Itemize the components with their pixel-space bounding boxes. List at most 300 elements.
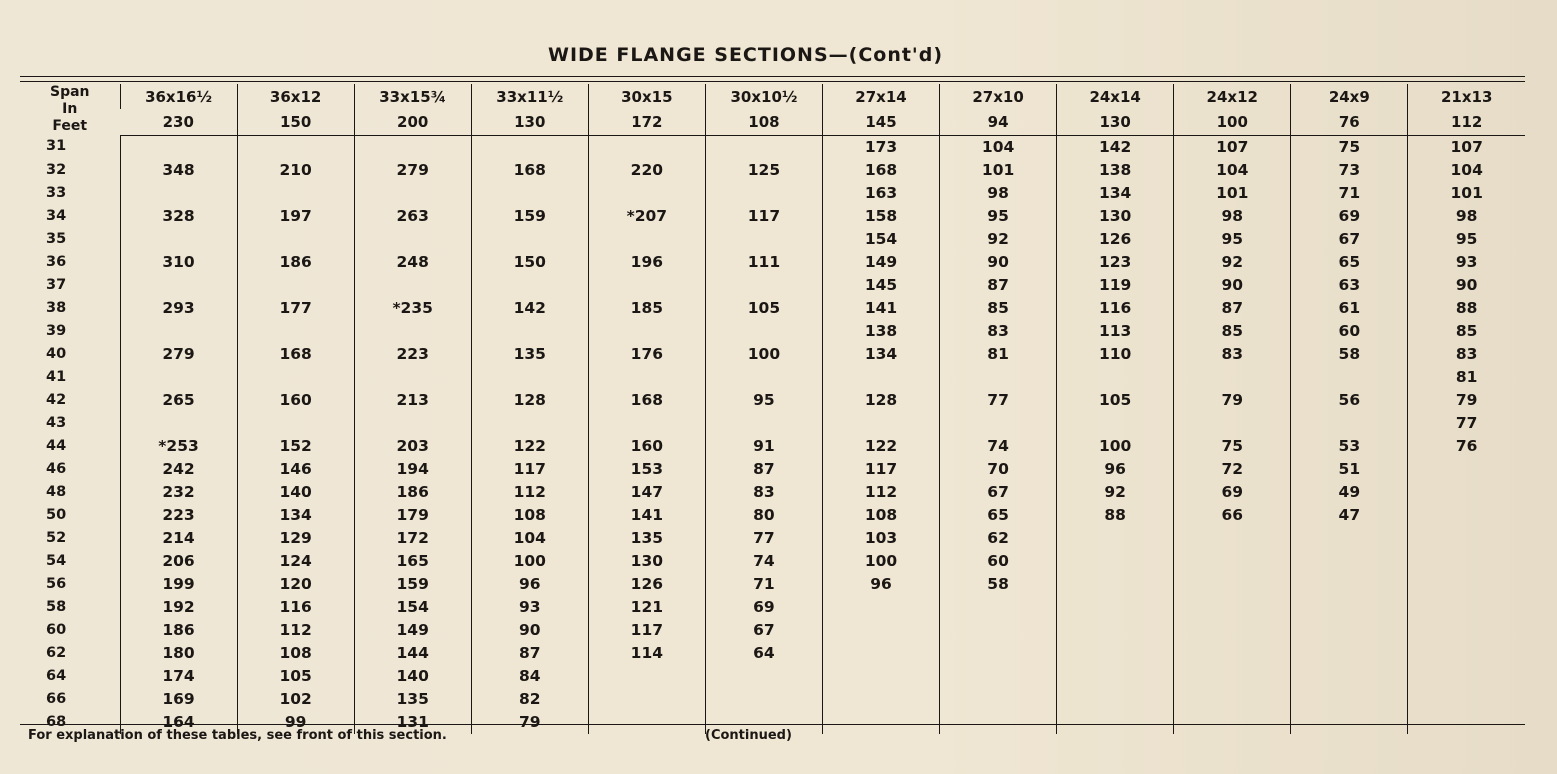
load-cell: 85 bbox=[940, 297, 1057, 320]
load-cell bbox=[1408, 481, 1525, 504]
span-cell: 48 bbox=[46, 483, 67, 500]
load-cell: 99 bbox=[237, 711, 354, 734]
load-cell bbox=[940, 596, 1057, 619]
load-cell: 154 bbox=[354, 596, 471, 619]
load-cell: 186 bbox=[354, 481, 471, 504]
load-cell: 58 bbox=[1291, 343, 1408, 366]
load-cell: 140 bbox=[354, 665, 471, 688]
load-cell: 185 bbox=[588, 297, 705, 320]
load-cell: 82 bbox=[471, 688, 588, 711]
load-cell bbox=[354, 135, 471, 159]
load-cell bbox=[588, 274, 705, 297]
load-cell bbox=[1174, 665, 1291, 688]
load-cell bbox=[1408, 596, 1525, 619]
load-cell bbox=[1408, 573, 1525, 596]
table-row bbox=[20, 159, 1525, 182]
load-cell: 102 bbox=[237, 688, 354, 711]
load-cell: 159 bbox=[471, 205, 588, 228]
load-cell: 186 bbox=[237, 251, 354, 274]
load-cell bbox=[940, 366, 1057, 389]
load-cell bbox=[1057, 550, 1174, 573]
load-cell bbox=[1174, 711, 1291, 734]
weight-header: 172 bbox=[588, 109, 705, 135]
load-cell: 186 bbox=[120, 619, 237, 642]
load-cell: 140 bbox=[237, 481, 354, 504]
load-cell bbox=[354, 182, 471, 205]
span-cell: 52 bbox=[46, 529, 67, 546]
load-cell: 112 bbox=[471, 481, 588, 504]
section-size-header: 30x10½ bbox=[705, 84, 822, 109]
load-cell bbox=[471, 320, 588, 343]
load-cell: 66 bbox=[1174, 504, 1291, 527]
load-cell: 117 bbox=[822, 458, 939, 481]
load-cell bbox=[822, 665, 939, 688]
load-cell: 160 bbox=[588, 435, 705, 458]
load-cell: 138 bbox=[822, 320, 939, 343]
load-cell: 75 bbox=[1291, 135, 1408, 159]
load-cell: 194 bbox=[354, 458, 471, 481]
load-cell: 70 bbox=[940, 458, 1057, 481]
load-cell: 65 bbox=[940, 504, 1057, 527]
table-row bbox=[20, 458, 1525, 481]
load-cell: 146 bbox=[237, 458, 354, 481]
load-cell: 117 bbox=[588, 619, 705, 642]
load-cell: 147 bbox=[588, 481, 705, 504]
load-cell bbox=[1291, 665, 1408, 688]
span-cell: 43 bbox=[46, 414, 67, 431]
load-cell bbox=[588, 412, 705, 435]
span-cell: 46 bbox=[46, 460, 67, 477]
table-row bbox=[20, 412, 1525, 435]
load-cell bbox=[120, 412, 237, 435]
table-row bbox=[20, 389, 1525, 412]
load-cell: 75 bbox=[1174, 435, 1291, 458]
load-cell: 223 bbox=[354, 343, 471, 366]
load-cell: 101 bbox=[1408, 182, 1525, 205]
load-cell: 135 bbox=[471, 343, 588, 366]
load-cell: 163 bbox=[822, 182, 939, 205]
load-cell: 87 bbox=[1174, 297, 1291, 320]
span-cell: 42 bbox=[46, 391, 67, 408]
load-cell: 150 bbox=[471, 251, 588, 274]
load-cell bbox=[588, 711, 705, 734]
load-cell bbox=[471, 412, 588, 435]
load-cell bbox=[1174, 527, 1291, 550]
load-cell: 90 bbox=[940, 251, 1057, 274]
load-cell: 60 bbox=[1291, 320, 1408, 343]
load-cell: 158 bbox=[822, 205, 939, 228]
load-cell: 125 bbox=[705, 159, 822, 182]
load-cell bbox=[120, 366, 237, 389]
load-cell: 49 bbox=[1291, 481, 1408, 504]
load-cell: 119 bbox=[1057, 274, 1174, 297]
load-cell: 74 bbox=[940, 435, 1057, 458]
top-rule-double bbox=[20, 81, 1525, 82]
load-cell: 80 bbox=[705, 504, 822, 527]
load-cell bbox=[1291, 642, 1408, 665]
load-cell: 180 bbox=[120, 642, 237, 665]
load-cell: 87 bbox=[940, 274, 1057, 297]
load-cell: 159 bbox=[354, 573, 471, 596]
load-cell: 223 bbox=[120, 504, 237, 527]
load-cell: 117 bbox=[705, 205, 822, 228]
load-cell bbox=[1408, 688, 1525, 711]
table-row bbox=[20, 619, 1525, 642]
load-cell bbox=[120, 274, 237, 297]
load-cell: 67 bbox=[1291, 228, 1408, 251]
load-cell: 96 bbox=[822, 573, 939, 596]
span-cell: 60 bbox=[46, 621, 67, 638]
load-cell bbox=[588, 135, 705, 159]
load-cell: 248 bbox=[354, 251, 471, 274]
span-header bbox=[20, 84, 120, 135]
load-cell: 69 bbox=[1291, 205, 1408, 228]
load-cell: 96 bbox=[1057, 458, 1174, 481]
load-cell: 103 bbox=[822, 527, 939, 550]
span-cell: 41 bbox=[46, 368, 67, 385]
load-cell bbox=[822, 596, 939, 619]
load-cell bbox=[705, 412, 822, 435]
load-cell bbox=[1057, 642, 1174, 665]
load-cell bbox=[1174, 619, 1291, 642]
load-cell bbox=[354, 366, 471, 389]
load-cell bbox=[1408, 458, 1525, 481]
table-row bbox=[20, 550, 1525, 573]
load-cell: 130 bbox=[1057, 205, 1174, 228]
load-cell: 168 bbox=[237, 343, 354, 366]
load-cell: 134 bbox=[822, 343, 939, 366]
load-cell bbox=[237, 366, 354, 389]
load-cell: 145 bbox=[822, 274, 939, 297]
load-cell: 110 bbox=[1057, 343, 1174, 366]
load-cell bbox=[822, 366, 939, 389]
load-cell: 172 bbox=[354, 527, 471, 550]
load-cell bbox=[237, 412, 354, 435]
load-cell: 95 bbox=[940, 205, 1057, 228]
load-cell bbox=[471, 366, 588, 389]
load-cell bbox=[237, 320, 354, 343]
load-cell bbox=[1057, 596, 1174, 619]
load-cell: 90 bbox=[1408, 274, 1525, 297]
load-cell: 199 bbox=[120, 573, 237, 596]
section-size-header: 27x10 bbox=[940, 84, 1057, 109]
load-cell: 67 bbox=[940, 481, 1057, 504]
load-cell: *253 bbox=[120, 435, 237, 458]
load-cell: 79 bbox=[1174, 389, 1291, 412]
load-cell bbox=[940, 688, 1057, 711]
load-cell: 122 bbox=[471, 435, 588, 458]
load-cell bbox=[705, 665, 822, 688]
load-cell bbox=[1057, 366, 1174, 389]
load-cell: 47 bbox=[1291, 504, 1408, 527]
weight-row bbox=[20, 109, 1525, 135]
load-cell: 79 bbox=[471, 711, 588, 734]
load-cell bbox=[705, 182, 822, 205]
load-cell bbox=[1291, 573, 1408, 596]
load-cell bbox=[822, 412, 939, 435]
load-cell: 168 bbox=[471, 159, 588, 182]
weight-header: 145 bbox=[822, 109, 939, 135]
load-cell: 98 bbox=[1174, 205, 1291, 228]
weight-header: 130 bbox=[471, 109, 588, 135]
table-row bbox=[20, 205, 1525, 228]
load-cell: 114 bbox=[588, 642, 705, 665]
load-cell: 81 bbox=[1408, 366, 1525, 389]
span-cell: 38 bbox=[46, 299, 67, 316]
load-cell: 160 bbox=[237, 389, 354, 412]
load-cell: 128 bbox=[471, 389, 588, 412]
wide-flange-table bbox=[20, 84, 1525, 734]
load-cell: 95 bbox=[1174, 228, 1291, 251]
load-cell bbox=[1057, 711, 1174, 734]
load-cell: 112 bbox=[237, 619, 354, 642]
span-cell: 39 bbox=[46, 322, 67, 339]
load-cell bbox=[588, 366, 705, 389]
load-cell: 77 bbox=[705, 527, 822, 550]
weight-header: 130 bbox=[1057, 109, 1174, 135]
section-size-header: 33x15¾ bbox=[354, 84, 471, 109]
load-cell: 69 bbox=[1174, 481, 1291, 504]
load-cell: 64 bbox=[705, 642, 822, 665]
load-cell bbox=[705, 228, 822, 251]
load-cell bbox=[1174, 642, 1291, 665]
section-size-header: 24x9 bbox=[1291, 84, 1408, 109]
load-cell: 76 bbox=[1408, 435, 1525, 458]
load-cell bbox=[354, 320, 471, 343]
load-cell: 60 bbox=[940, 550, 1057, 573]
load-cell: 117 bbox=[471, 458, 588, 481]
load-cell bbox=[1291, 412, 1408, 435]
bottom-rule bbox=[20, 724, 1525, 725]
load-cell bbox=[1174, 573, 1291, 596]
load-cell: 100 bbox=[471, 550, 588, 573]
load-cell: 77 bbox=[1408, 412, 1525, 435]
load-cell: 53 bbox=[1291, 435, 1408, 458]
section-size-header: 27x14 bbox=[822, 84, 939, 109]
span-cell: 62 bbox=[46, 644, 67, 661]
load-cell: 104 bbox=[1408, 159, 1525, 182]
load-cell bbox=[1408, 504, 1525, 527]
load-cell: 91 bbox=[705, 435, 822, 458]
span-header-line: Span bbox=[49, 84, 90, 100]
load-cell: 168 bbox=[822, 159, 939, 182]
load-cell: 169 bbox=[120, 688, 237, 711]
load-cell bbox=[237, 182, 354, 205]
load-cell: 63 bbox=[1291, 274, 1408, 297]
load-cell: 138 bbox=[1057, 159, 1174, 182]
load-cell: 220 bbox=[588, 159, 705, 182]
load-cell: 128 bbox=[822, 389, 939, 412]
load-cell: 74 bbox=[705, 550, 822, 573]
load-cell bbox=[822, 619, 939, 642]
load-cell bbox=[1291, 527, 1408, 550]
load-cell bbox=[588, 228, 705, 251]
load-cell: 141 bbox=[822, 297, 939, 320]
load-cell: 123 bbox=[1057, 251, 1174, 274]
load-cell: 98 bbox=[1408, 205, 1525, 228]
load-cell bbox=[1174, 412, 1291, 435]
load-cell: 348 bbox=[120, 159, 237, 182]
load-cell: 206 bbox=[120, 550, 237, 573]
load-cell: 100 bbox=[822, 550, 939, 573]
load-cell: 113 bbox=[1057, 320, 1174, 343]
table-row bbox=[20, 504, 1525, 527]
top-rule bbox=[20, 76, 1525, 77]
load-cell bbox=[588, 665, 705, 688]
weight-header: 230 bbox=[120, 109, 237, 135]
table-row bbox=[20, 642, 1525, 665]
span-cell: 40 bbox=[46, 345, 67, 362]
load-cell: 85 bbox=[1174, 320, 1291, 343]
section-size-header: 30x15 bbox=[588, 84, 705, 109]
load-cell: 134 bbox=[237, 504, 354, 527]
load-cell: 192 bbox=[120, 596, 237, 619]
load-cell: 71 bbox=[1291, 182, 1408, 205]
load-cell: 62 bbox=[940, 527, 1057, 550]
load-cell: 177 bbox=[237, 297, 354, 320]
load-cell bbox=[705, 135, 822, 159]
load-cell: 135 bbox=[354, 688, 471, 711]
span-cell: 35 bbox=[46, 230, 67, 247]
load-cell bbox=[705, 366, 822, 389]
span-cell: 34 bbox=[46, 207, 67, 224]
table-row bbox=[20, 481, 1525, 504]
load-cell: 98 bbox=[940, 182, 1057, 205]
table-row bbox=[20, 596, 1525, 619]
load-cell bbox=[822, 711, 939, 734]
footer-continued: (Continued) bbox=[705, 728, 792, 743]
load-cell bbox=[1174, 550, 1291, 573]
load-cell: 293 bbox=[120, 297, 237, 320]
load-cell: *235 bbox=[354, 297, 471, 320]
load-cell: 93 bbox=[1408, 251, 1525, 274]
weight-header: 150 bbox=[237, 109, 354, 135]
weight-header: 76 bbox=[1291, 109, 1408, 135]
load-cell bbox=[940, 711, 1057, 734]
load-cell: 213 bbox=[354, 389, 471, 412]
load-cell bbox=[1408, 665, 1525, 688]
weight-header: 100 bbox=[1174, 109, 1291, 135]
load-cell: 100 bbox=[1057, 435, 1174, 458]
weight-header: 94 bbox=[940, 109, 1057, 135]
load-cell bbox=[940, 412, 1057, 435]
span-cell: 66 bbox=[46, 690, 67, 707]
table-row bbox=[20, 435, 1525, 458]
section-size-row bbox=[20, 84, 1525, 109]
load-cell bbox=[588, 320, 705, 343]
section-size-header: 36x16½ bbox=[120, 84, 237, 109]
load-cell bbox=[1174, 688, 1291, 711]
load-cell: 179 bbox=[354, 504, 471, 527]
load-cell bbox=[237, 274, 354, 297]
load-cell: 96 bbox=[471, 573, 588, 596]
table-row bbox=[20, 135, 1525, 159]
load-cell: 90 bbox=[1174, 274, 1291, 297]
load-cell: 83 bbox=[1174, 343, 1291, 366]
load-cell: 134 bbox=[1057, 182, 1174, 205]
load-cell bbox=[705, 274, 822, 297]
load-cell: 107 bbox=[1174, 135, 1291, 159]
load-cell: 83 bbox=[1408, 343, 1525, 366]
span-cell: 54 bbox=[46, 552, 67, 569]
load-cell bbox=[940, 642, 1057, 665]
load-cell: 203 bbox=[354, 435, 471, 458]
load-cell: 51 bbox=[1291, 458, 1408, 481]
load-cell: 112 bbox=[822, 481, 939, 504]
load-cell bbox=[120, 135, 237, 159]
load-cell: 149 bbox=[354, 619, 471, 642]
load-cell: 92 bbox=[940, 228, 1057, 251]
load-cell: 104 bbox=[471, 527, 588, 550]
load-cell: 242 bbox=[120, 458, 237, 481]
load-cell: 108 bbox=[822, 504, 939, 527]
load-cell bbox=[940, 665, 1057, 688]
span-cell: 58 bbox=[46, 598, 67, 615]
load-cell: 105 bbox=[705, 297, 822, 320]
section-size-header: 24x14 bbox=[1057, 84, 1174, 109]
weight-header: 112 bbox=[1408, 109, 1525, 135]
load-cell bbox=[354, 274, 471, 297]
load-cell: 116 bbox=[1057, 297, 1174, 320]
load-cell: 154 bbox=[822, 228, 939, 251]
load-cell: 168 bbox=[588, 389, 705, 412]
load-cell: 79 bbox=[1408, 389, 1525, 412]
table-row bbox=[20, 251, 1525, 274]
load-cell bbox=[705, 688, 822, 711]
page-title: WIDE FLANGE SECTIONS—(Cont'd) bbox=[548, 44, 944, 66]
load-cell: 197 bbox=[237, 205, 354, 228]
load-cell bbox=[1291, 619, 1408, 642]
span-cell: 64 bbox=[46, 667, 67, 684]
load-cell bbox=[1408, 550, 1525, 573]
span-cell: 32 bbox=[46, 161, 67, 178]
load-cell: 135 bbox=[588, 527, 705, 550]
span-header-line: In bbox=[62, 101, 78, 117]
load-cell: 95 bbox=[1408, 228, 1525, 251]
span-cell: 37 bbox=[46, 276, 67, 293]
load-cell bbox=[237, 135, 354, 159]
load-cell bbox=[1057, 619, 1174, 642]
load-cell: 72 bbox=[1174, 458, 1291, 481]
load-cell: 105 bbox=[237, 665, 354, 688]
load-cell bbox=[588, 688, 705, 711]
load-cell bbox=[588, 182, 705, 205]
table-row bbox=[20, 297, 1525, 320]
load-cell: 129 bbox=[237, 527, 354, 550]
load-cell bbox=[1408, 642, 1525, 665]
load-cell: 87 bbox=[471, 642, 588, 665]
table-row bbox=[20, 366, 1525, 389]
load-cell: 116 bbox=[237, 596, 354, 619]
span-cell: 31 bbox=[46, 138, 67, 155]
load-cell: 101 bbox=[940, 159, 1057, 182]
load-cell: 121 bbox=[588, 596, 705, 619]
load-cell: 88 bbox=[1408, 297, 1525, 320]
load-cell: 56 bbox=[1291, 389, 1408, 412]
load-cell: 104 bbox=[940, 135, 1057, 159]
load-cell bbox=[1057, 527, 1174, 550]
load-cell: 310 bbox=[120, 251, 237, 274]
load-cell: 84 bbox=[471, 665, 588, 688]
load-cell: 58 bbox=[940, 573, 1057, 596]
load-cell: 111 bbox=[705, 251, 822, 274]
footer-note: For explanation of these tables, see front of this section. bbox=[28, 728, 447, 743]
load-cell: 92 bbox=[1174, 251, 1291, 274]
load-cell: 83 bbox=[940, 320, 1057, 343]
load-cell: 77 bbox=[940, 389, 1057, 412]
load-cell: 65 bbox=[1291, 251, 1408, 274]
load-cell: 141 bbox=[588, 504, 705, 527]
